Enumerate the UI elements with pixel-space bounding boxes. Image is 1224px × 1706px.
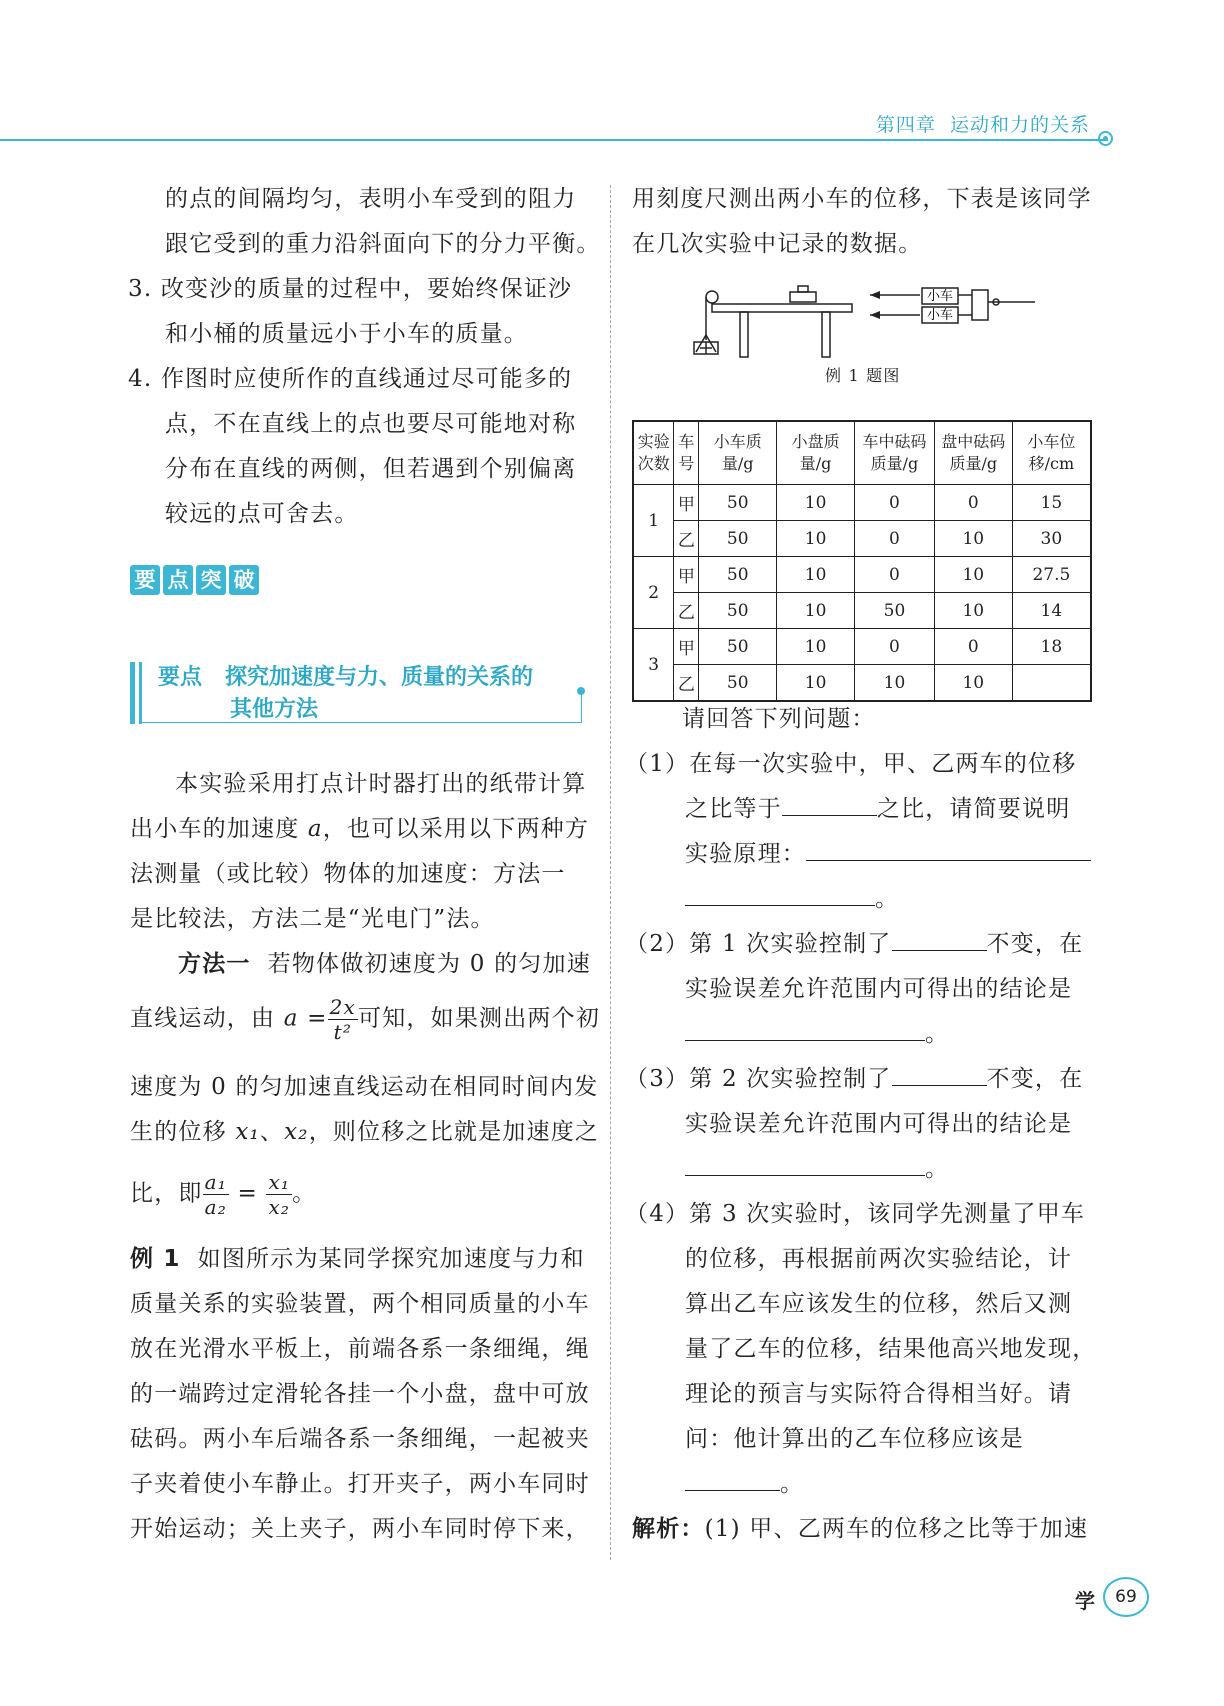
solution-line: 解析：(1) 甲、乙两车的位移之比等于加速 (632, 1516, 1089, 1542)
footer-label: 学 (1075, 1589, 1095, 1613)
question-2-cont: 。 (685, 1012, 949, 1057)
answer-blank[interactable] (685, 1466, 780, 1491)
table-cell: 50 (699, 521, 777, 557)
data-table (632, 420, 1092, 702)
page-number: 69 (1103, 1577, 1149, 1617)
table-header: 小盘质 量/g (777, 421, 855, 485)
table-cell: 50 (855, 593, 935, 629)
left-line: 的点的间隔均匀，表明小车受到的阻力 (165, 186, 577, 212)
table-cell: 甲 (674, 557, 699, 593)
formula-line: 直线运动，由 a = $\frac{2x}{\text{t²}}$ 可知，如果测出两个初 (130, 995, 601, 1044)
right-line: 用刻度尺测出两小车的位移，下表是该同学 (632, 186, 1092, 212)
trial-cell: 2 (633, 557, 674, 629)
header-rule (0, 139, 1108, 141)
badge-char: 点 (163, 565, 193, 595)
table-header-row (633, 421, 1091, 485)
question-3-cont: 实验误差允许范围内可得出的结论是 (685, 1111, 1073, 1137)
table-cell: 10 (934, 557, 1012, 593)
table-header: 实验 次数 (633, 421, 674, 485)
example-line: 例 1 如图所示为某同学探究加速度与力和 (130, 1246, 585, 1272)
example-line: 子夹着使小车静止。打开夹子，两小车同时 (130, 1471, 590, 1497)
questions-intro: 请回答下列问题： (682, 706, 876, 732)
paragraph: 出小车的加速度 a，也可以采用以下两种方 (130, 816, 590, 842)
table-cell: 10 (777, 485, 855, 521)
table-cell: 10 (934, 593, 1012, 629)
table-cell: 10 (934, 521, 1012, 557)
table-cell: 10 (934, 665, 1012, 702)
keypoint-title: 其他方法 (230, 697, 319, 722)
table-header: 盘中砝码 质量/g (934, 421, 1012, 485)
list-item-4-cont: 分布在直线的两侧，但若遇到个别偏离 (165, 456, 577, 482)
ratio-line: 比，即 $\frac{\text{a₁}}{\text{a₂}}$ = $\frac{\text{x₁}}{\text{x₂}}$ 。 (130, 1170, 317, 1219)
table-cell (1012, 665, 1091, 702)
question-4-cont: 理论的预言与实际符合得相当好。请 (685, 1381, 1073, 1407)
table-header: 小车质 量/g (699, 421, 777, 485)
section-badge (130, 565, 259, 595)
method-line: 方法一 若物体做初速度为 0 的匀加速 (178, 951, 591, 977)
question-3-cont: 。 (685, 1147, 949, 1192)
example-line: 质量关系的实验装置，两个相同质量的小车 (130, 1291, 590, 1317)
list-item-3: 3. 改变沙的质量的过程中，要始终保证沙 (128, 276, 573, 302)
table-cell: 15 (1012, 485, 1091, 521)
keypoint-dot-icon (577, 687, 585, 695)
answer-blank[interactable] (892, 926, 987, 951)
question-4: （4）第 3 次实验时，该同学先测量了甲车 (625, 1201, 1086, 1227)
keypoint-bar (130, 662, 135, 724)
table-cell: 0 (855, 557, 935, 593)
question-4-cont: 的位移，再根据前两次实验结论，计 (685, 1246, 1073, 1272)
table-cell: 50 (699, 593, 777, 629)
table-cell: 50 (699, 629, 777, 665)
question-4-cont: 。 (685, 1462, 804, 1507)
table-cell: 甲 (674, 485, 699, 521)
question-1-cont: 实验原理： (685, 832, 1091, 877)
table-row (633, 521, 1091, 557)
table-cell: 50 (699, 485, 777, 521)
table-row (633, 665, 1091, 702)
table-row (633, 593, 1091, 629)
solution-label: 解析： (632, 1516, 705, 1542)
keypoint-rule (581, 692, 582, 723)
question-4-cont: 算出乙车应该发生的位移，然后又测 (685, 1291, 1073, 1317)
table-cell: 10 (777, 629, 855, 665)
question-1-cont: 之比等于 之比，请简要说明 (685, 787, 1070, 832)
paragraph: 本实验采用打点计时器打出的纸带计算 (175, 771, 587, 797)
badge-char: 突 (196, 565, 226, 595)
table-header: 车 号 (674, 421, 699, 485)
keypoint-bar (139, 662, 142, 724)
table-cell: 50 (699, 557, 777, 593)
answer-blank[interactable] (685, 1151, 925, 1176)
table-cell: 乙 (674, 593, 699, 629)
answer-blank[interactable] (806, 836, 1091, 861)
paragraph: 生的位移 x₁、x₂，则位移之比就是加速度之 (130, 1119, 600, 1145)
answer-blank[interactable] (782, 791, 877, 816)
table-row (633, 557, 1091, 593)
paragraph: 法测量（或比较）物体的加速度：方法一 (130, 861, 566, 887)
method-label: 方法一 (178, 951, 251, 977)
trial-cell: 1 (633, 485, 674, 557)
right-line: 在几次实验中记录的数据。 (632, 231, 923, 257)
table-cell: 10 (777, 521, 855, 557)
chapter-number: 第四章 (875, 114, 936, 136)
column-divider (610, 185, 612, 1560)
keypoint-heading (158, 662, 533, 726)
table-cell: 0 (855, 629, 935, 665)
keypoint-title: 探究加速度与力、质量的关系的 (225, 665, 534, 690)
figure-caption: 例 1 题图 (825, 366, 901, 385)
paragraph: 是比较法，方法二是“光电门”法。 (130, 906, 495, 932)
paragraph: 速度为 0 的匀加速直线运动在相同时间内发 (130, 1074, 599, 1100)
answer-blank[interactable] (685, 881, 875, 906)
table-cell: 30 (1012, 521, 1091, 557)
list-item-4: 4. 作图时应使所作的直线通过尽可能多的 (128, 366, 573, 392)
table-header: 车中砝码 质量/g (855, 421, 935, 485)
table-cell: 10 (777, 665, 855, 702)
table-cell: 10 (855, 665, 935, 702)
left-line: 跟它受到的重力沿斜面向下的分力平衡。 (165, 231, 601, 257)
header-ring-icon (1098, 131, 1113, 146)
keypoint-label: 要点 (158, 665, 203, 690)
table-row (633, 629, 1091, 665)
table-row (633, 485, 1091, 521)
table-cell: 27.5 (1012, 557, 1091, 593)
table-cell: 甲 (674, 629, 699, 665)
trial-cell: 3 (633, 629, 674, 702)
table-header: 小车位 移/cm (1012, 421, 1091, 485)
list-item-3-cont: 和小桶的质量远小于小车的质量。 (165, 321, 528, 347)
example-label: 例 1 (130, 1246, 181, 1272)
question-3: （3）第 2 次实验控制了 不变，在 (625, 1057, 1083, 1102)
table-cell: 乙 (674, 665, 699, 702)
badge-char: 破 (229, 565, 259, 595)
question-2-cont: 实验误差允许范围内可得出的结论是 (685, 976, 1073, 1002)
figure-car-label: 小车 (926, 289, 954, 304)
question-4-cont: 量了乙车的位移，结果他高兴地发现， (685, 1336, 1097, 1362)
chapter-title: 运动和力的关系 (949, 114, 1090, 136)
example-line: 开始运动；关上夹子，两小车同时停下来， (130, 1516, 590, 1542)
list-item-4-cont: 较远的点可舍去。 (165, 501, 359, 527)
table-cell: 0 (934, 485, 1012, 521)
question-1: （1）在每一次实验中，甲、乙两车的位移 (625, 751, 1077, 777)
question-4-cont: 问：他计算出的乙车位移应该是 (685, 1426, 1024, 1452)
table-cell: 18 (1012, 629, 1091, 665)
example-line: 砝码。两小车后端各系一条细绳，一起被夹 (130, 1426, 590, 1452)
chapter-header (870, 110, 1090, 137)
table-cell: 乙 (674, 521, 699, 557)
example-line: 的一端跨过定滑轮各挂一个小盘，盘中可放 (130, 1381, 590, 1407)
table-cell: 14 (1012, 593, 1091, 629)
table-cell: 0 (855, 485, 935, 521)
question-1-cont: 。 (685, 877, 899, 922)
question-2: （2）第 1 次实验控制了 不变，在 (625, 922, 1083, 967)
badge-char: 要 (130, 565, 160, 595)
table-cell: 0 (934, 629, 1012, 665)
table-cell: 10 (777, 557, 855, 593)
list-item-4-cont: 点，不在直线上的点也要尽可能地对称 (165, 411, 577, 437)
answer-blank[interactable] (892, 1061, 987, 1086)
table-cell: 10 (777, 593, 855, 629)
answer-blank[interactable] (685, 1016, 925, 1041)
apparatus-figure (690, 280, 1050, 362)
table-cell: 0 (855, 521, 935, 557)
figure-car-label: 小车 (926, 308, 954, 323)
table-cell: 50 (699, 665, 777, 702)
example-line: 放在光滑水平板上，前端各系一条细绳，绳 (130, 1336, 590, 1362)
